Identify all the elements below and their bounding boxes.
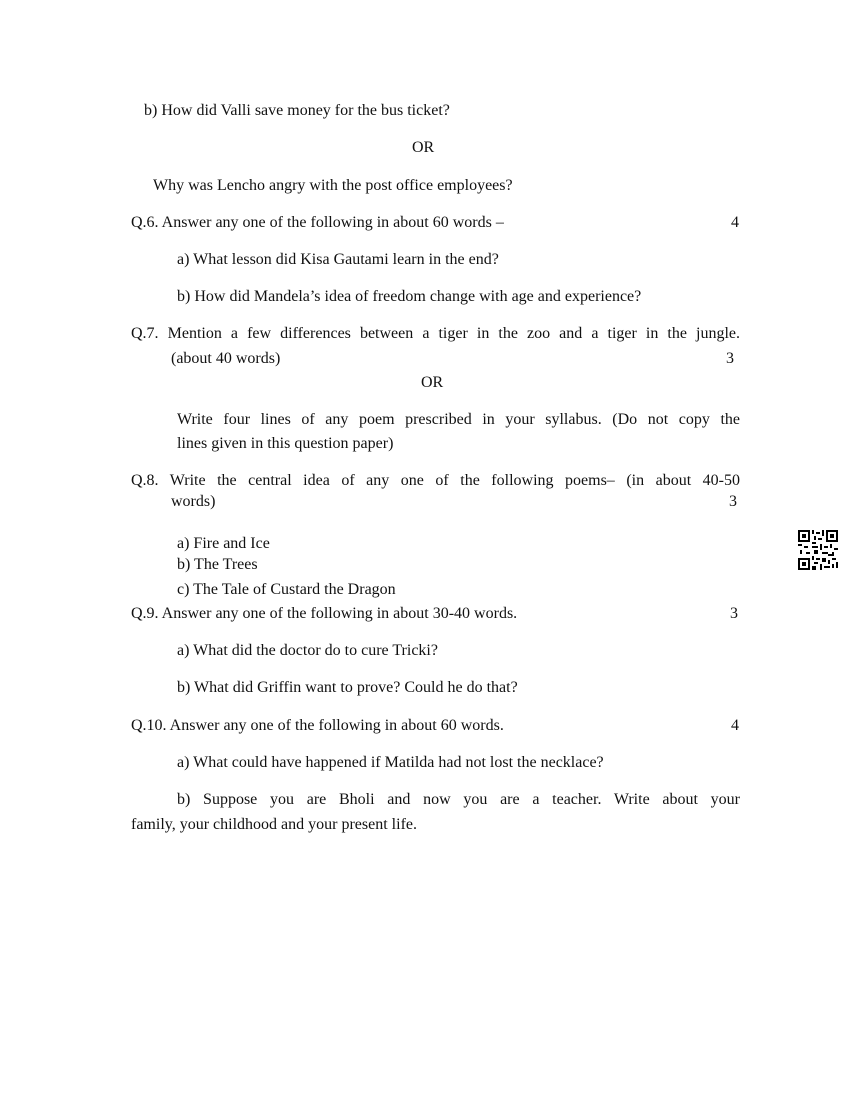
- q10-marks: 4: [731, 717, 739, 734]
- q9-question: Q.9. Answer any one of the following in about 30-40 words.: [131, 605, 518, 622]
- q5-or-question: Why was Lencho angry with the post office employees?: [153, 177, 513, 194]
- q6-question: Q.6. Answer any one of the following in about 60 words –: [131, 214, 504, 231]
- q6-option-a: a) What lesson did Kisa Gautami learn in the end?: [177, 251, 499, 268]
- q7-marks: 3: [726, 350, 734, 367]
- q7-alt-line1: Write four lines of any poem prescribed in your syllabus. (Do not copy the: [177, 411, 740, 428]
- q10-option-a: a) What could have happened if Matilda had not lost the necklace?: [177, 754, 604, 771]
- q8-option-b: b) The Trees: [177, 556, 258, 573]
- q7-alt-line2: lines given in this question paper): [177, 435, 394, 452]
- q10-option-b-line1: b) Suppose you are Bholi and now you are a teacher. Write about your: [177, 791, 740, 808]
- q9-option-b: b) What did Griffin want to prove? Could he do that?: [177, 679, 518, 696]
- q8-question-line2: words): [171, 493, 216, 510]
- or-divider: OR: [412, 139, 435, 156]
- q9-marks: 3: [730, 605, 738, 622]
- q8-option-a: a) Fire and Ice: [177, 535, 270, 552]
- q10-question: Q.10. Answer any one of the following in about 60 words.: [131, 717, 504, 734]
- q7-question-line2: (about 40 words): [171, 350, 281, 367]
- q9-option-a: a) What did the doctor do to cure Tricki?: [177, 642, 438, 659]
- q6-marks: 4: [731, 214, 739, 231]
- q8-question-line1: Q.8. Write the central idea of any one of the following poems– (in about 40-50: [131, 472, 740, 489]
- q7-or-divider: OR: [421, 374, 444, 391]
- q8-marks: 3: [729, 493, 737, 510]
- q8-option-c: c) The Tale of Custard the Dragon: [177, 581, 396, 598]
- q5-option-b: b) How did Valli save money for the bus ticket?: [144, 102, 450, 119]
- q6-option-b: b) How did Mandela’s idea of freedom change with age and experience?: [177, 288, 642, 305]
- q10-option-b-line2: family, your childhood and your present life.: [131, 816, 417, 833]
- q7-question-line1: Q.7. Mention a few differences between a tiger in the zoo and a tiger in the jungle.: [131, 325, 740, 342]
- qr-code-icon: [798, 530, 838, 570]
